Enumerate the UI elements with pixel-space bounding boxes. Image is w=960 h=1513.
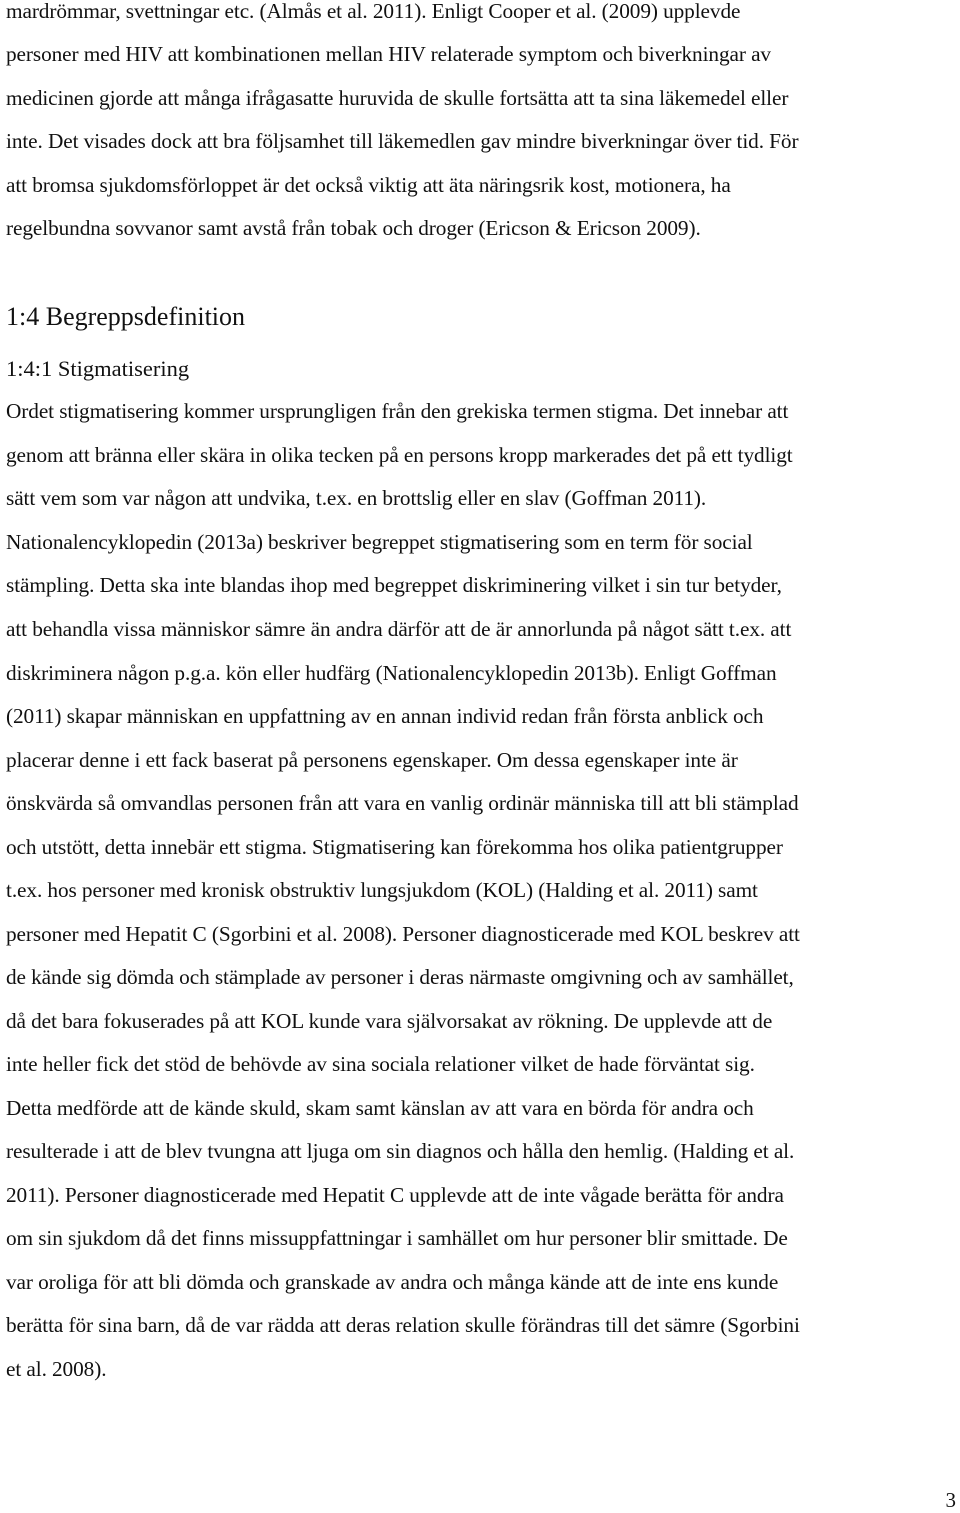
text-line: inte. Det visades dock att bra följsamhet till läkemedlen gav mindre biverkningar över tid. För [6,129,799,153]
text-line: genom att bränna eller skära in olika tecken på en persons kropp markerades det på ett tydligt [6,443,793,467]
text-line: mardrömmar, svettningar etc. (Almås et al. 2011). Enligt Cooper et al. (2009) upplevde [6,0,741,23]
text-line: placerar denne i ett fack baserat på personens egenskaper. Om dessa egenskaper inte är [6,748,738,772]
text-line: berätta för sina barn, då de var rädda att deras relation skulle förändras till det sämre (Sgorbini [6,1313,800,1337]
text-line: Ordet stigmatisering kommer ursprungligen från den grekiska termen stigma. Det innebar att [6,399,789,423]
text-line: och utstött, detta innebär ett stigma. Stigmatisering kan förekomma hos olika patientgrupper [6,835,783,859]
text-line: sätt vem som var någon att undvika, t.ex. en brottslig eller en slav (Goffman 2011). [6,486,707,510]
text-line: medicinen gjorde att många ifrågasatte huruvida de skulle fortsätta att ta sina läkemedel eller [6,86,789,110]
text-line: Nationalencyklopedin (2013a) beskriver begreppet stigmatisering som en term för social [6,530,753,554]
text-line: Detta medförde att de kände skuld, skam samt känslan av att vara en börda för andra och [6,1096,754,1120]
text-line: då det bara fokuserades på att KOL kunde vara självorsakat av rökning. De upplevde att de [6,1009,773,1033]
text-line: resulterade i att de blev tvungna att ljuga om sin diagnos och hålla den hemlig. (Halding et al. [6,1139,795,1163]
text-line: (2011) skapar människan en uppfattning av en annan individ redan från första anblick och [6,704,764,728]
text-line: stämpling. Detta ska inte blandas ihop med begreppet diskriminering vilket i sin tur betyder, [6,573,782,597]
text-line: diskriminera någon p.g.a. kön eller hudfärg (Nationalencyklopedin 2013b). Enligt Goffman [6,661,777,685]
text-line: personer med Hepatit C (Sgorbini et al. 2008). Personer diagnosticerade med KOL beskrev att [6,922,800,946]
text-line: att bromsa sjukdomsförloppet är det också viktig att äta näringsrik kost, motionera, ha [6,173,731,197]
subsection-heading: 1:4:1 Stigmatisering [6,356,190,381]
text-line: regelbundna sovvanor samt avstå från tobak och droger (Ericson & Ericson 2009). [6,216,701,240]
page-number: 3 [945,1488,956,1512]
text-line: om sin sjukdom då det finns missuppfattningar i samhället om hur personer blir smittade. De [6,1226,788,1250]
text-line: inte heller fick det stöd de behövde av sina sociala relationer vilket de hade förväntat sig. [6,1052,755,1076]
text-line: personer med HIV att kombinationen mellan HIV relaterade symptom och biverkningar av [6,42,771,66]
text-line: att behandla vissa människor sämre än andra därför att de är annorlunda på något sätt t.ex. att [6,617,792,641]
text-line: t.ex. hos personer med kronisk obstruktiv lungsjukdom (KOL) (Halding et al. 2011) samt [6,878,758,902]
text-line: var oroliga för att bli dömda och granskade av andra och många kände att de inte ens kunde [6,1270,779,1294]
text-line: de kände sig dömda och stämplade av personer i deras närmaste omgivning och av samhället, [6,965,794,989]
section-heading: 1:4 Begreppsdefinition [6,302,246,331]
text-line: et al. 2008). [6,1357,107,1381]
text-line: önskvärda så omvandlas personen från att vara en vanlig ordinär människa till att bli stämplad [6,791,799,815]
text-line: 2011). Personer diagnosticerade med Hepatit C upplevde att de inte vågade berätta för andra [6,1183,784,1207]
